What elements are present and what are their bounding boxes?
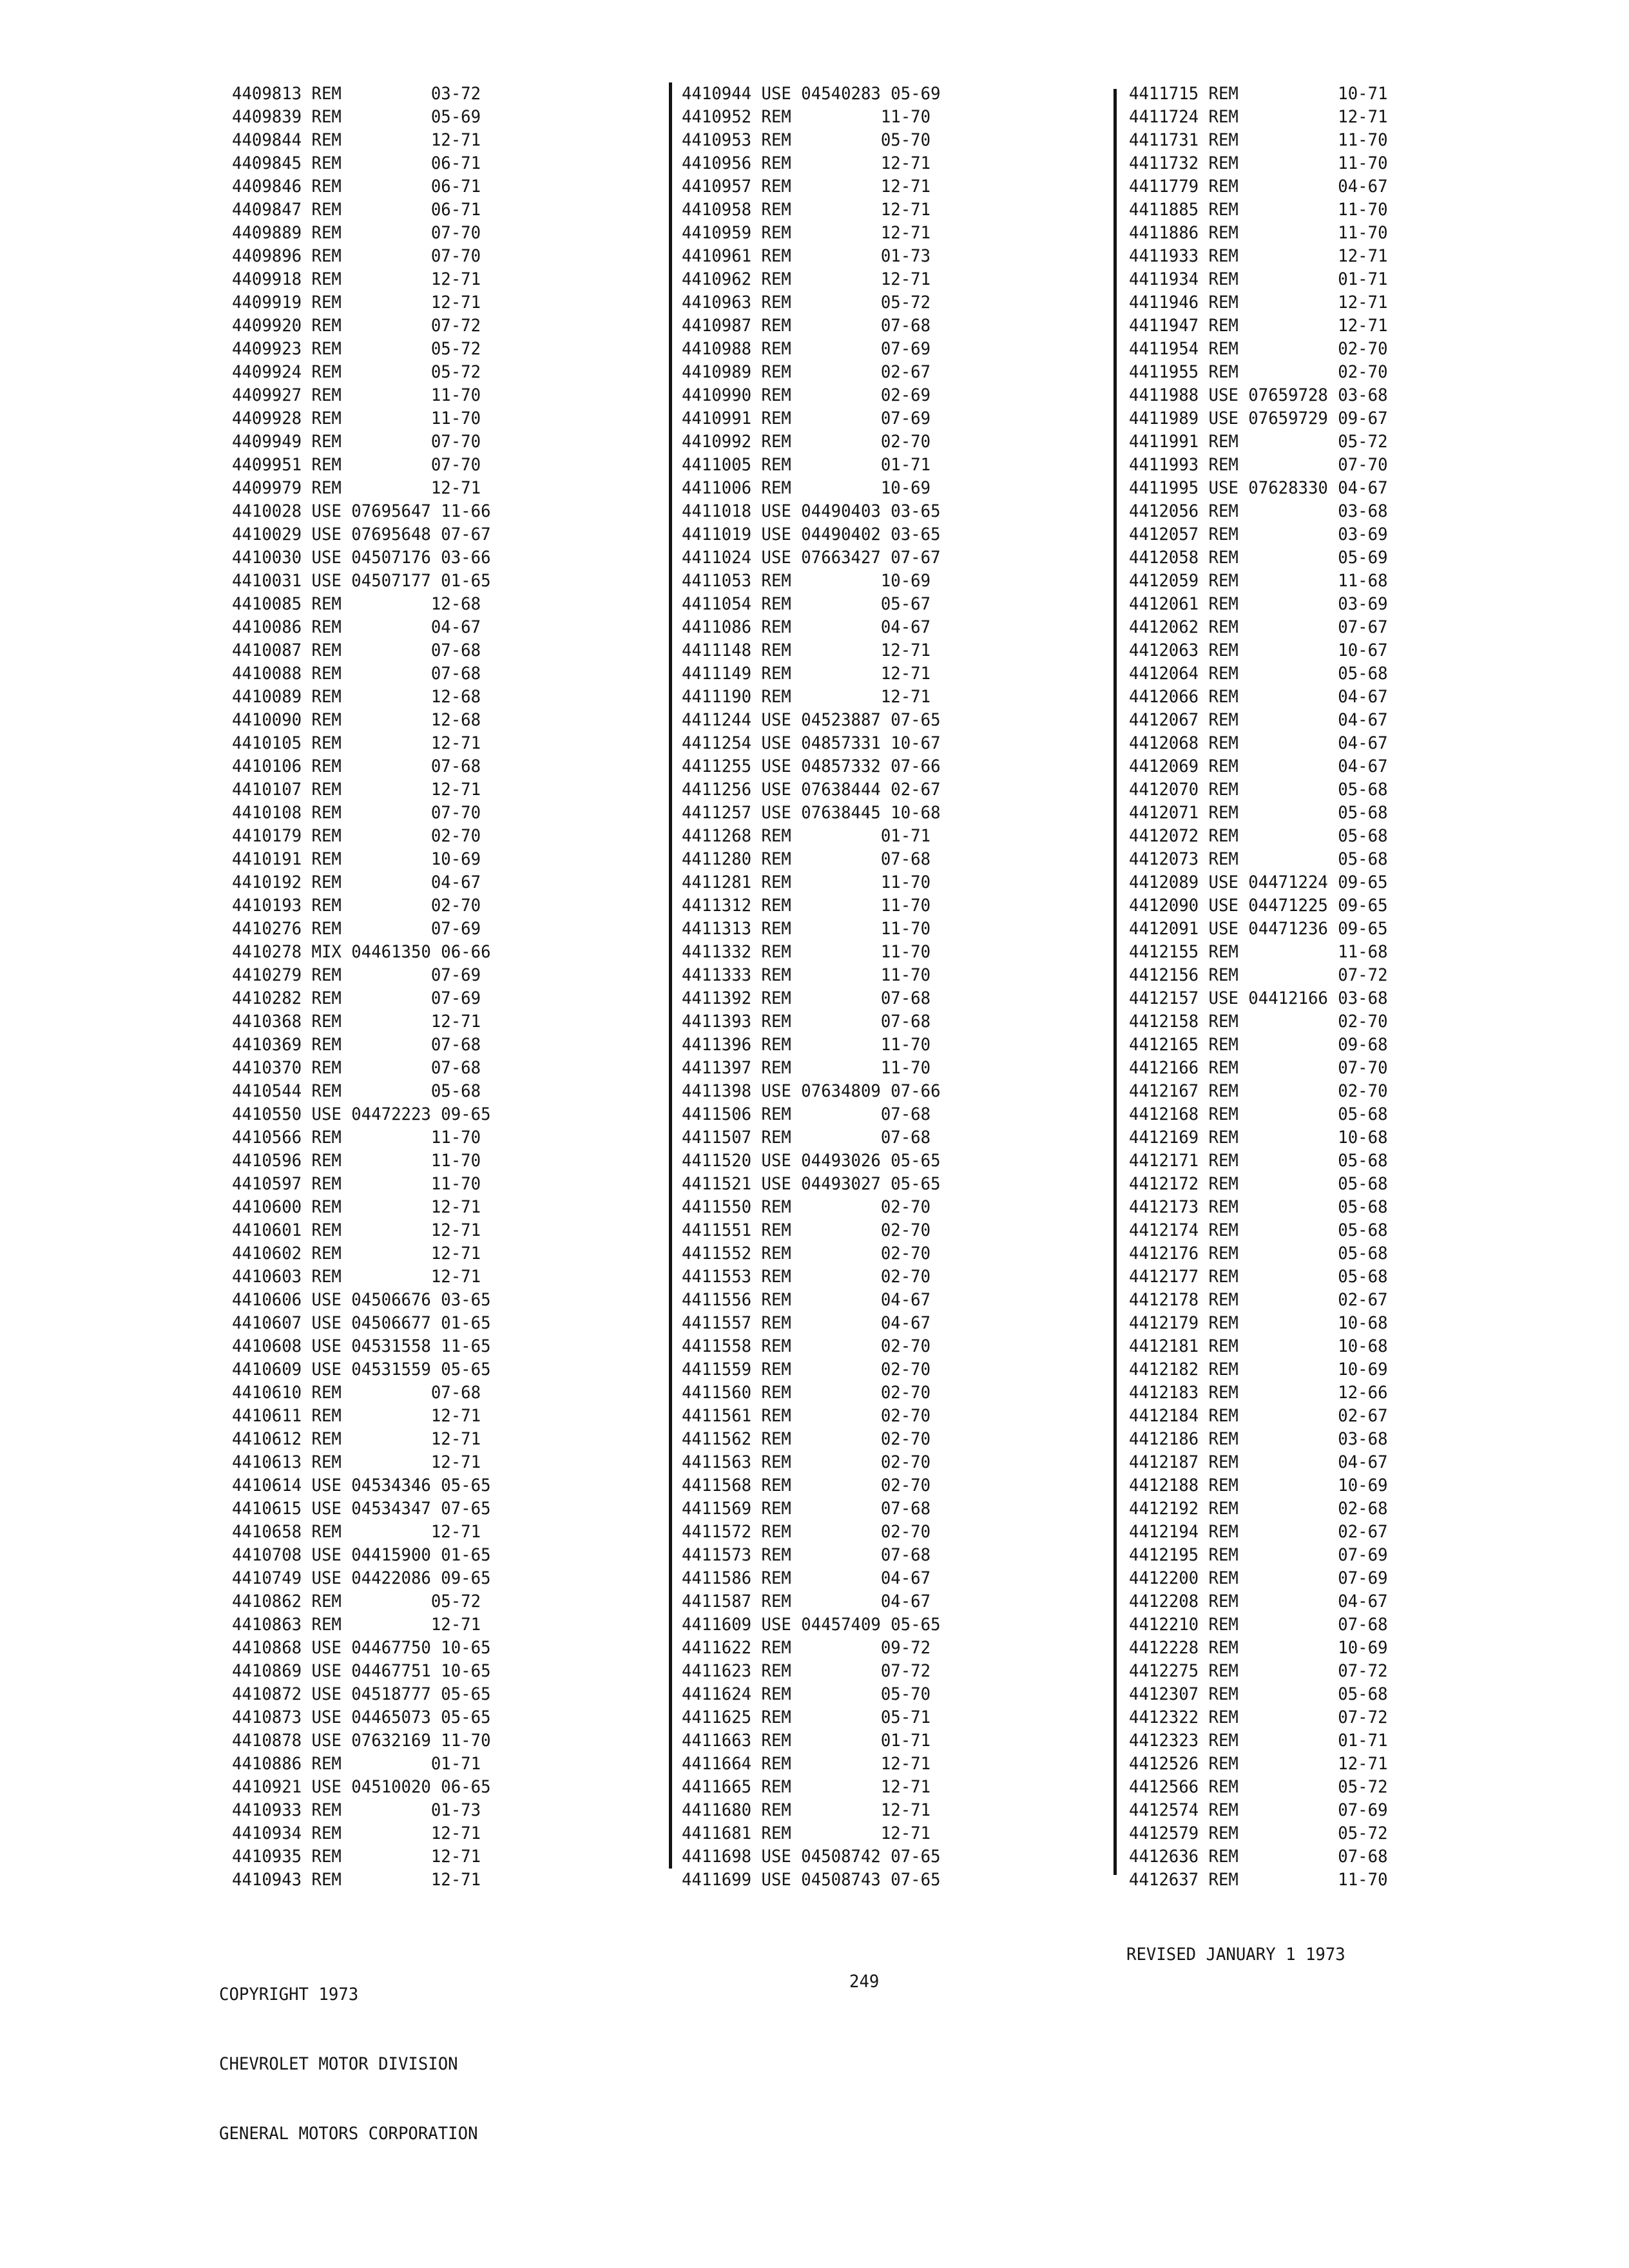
part-entry: 4411732 REM 11-70 (1129, 153, 1388, 173)
part-entry: 4410989 REM 02-67 (682, 362, 931, 382)
part-entry: 4411244 USE 04523887 07-65 (682, 710, 941, 730)
part-entry: 4412182 REM 10-69 (1129, 1360, 1388, 1379)
part-entry: 4412526 REM 12-71 (1129, 1754, 1388, 1774)
part-entry: 4411558 REM 02-70 (682, 1336, 931, 1356)
part-entry: 4410873 USE 04465073 05-65 (232, 1707, 491, 1727)
part-entry: 4410958 REM 12-71 (682, 200, 931, 220)
part-entry: 4410086 REM 04-67 (232, 617, 481, 637)
part-entry: 4410601 REM 12-71 (232, 1220, 481, 1240)
part-entry: 4412066 REM 04-67 (1129, 687, 1388, 707)
part-entry: 4412176 REM 05-68 (1129, 1244, 1388, 1264)
part-entry: 4409813 REM 03-72 (232, 84, 481, 104)
part-entry: 4410878 USE 07632169 11-70 (232, 1731, 491, 1751)
part-entry: 4411086 REM 04-67 (682, 617, 931, 637)
part-entry: 4410921 USE 04510020 06-65 (232, 1777, 491, 1797)
part-entry: 4411148 REM 12-71 (682, 640, 931, 660)
part-entry: 4410609 USE 04531559 05-65 (232, 1360, 491, 1379)
part-entry: 4410956 REM 12-71 (682, 153, 931, 173)
revised-date: REVISED JANUARY 1 1973 (1126, 1945, 1345, 1965)
part-entry: 4410192 REM 04-67 (232, 872, 481, 892)
part-entry: 4409889 REM 07-70 (232, 223, 481, 243)
part-entry: 4411560 REM 02-70 (682, 1383, 931, 1403)
part-entry: 4411724 REM 12-71 (1129, 107, 1388, 127)
part-entry: 4412579 REM 05-72 (1129, 1823, 1388, 1843)
part-entry: 4410088 REM 07-68 (232, 664, 481, 684)
part-entry: 4411573 REM 07-68 (682, 1545, 931, 1565)
part-entry: 4411623 REM 07-72 (682, 1661, 931, 1681)
part-entry: 4409919 REM 12-71 (232, 293, 481, 312)
part-entry: 4412091 USE 04471236 09-65 (1129, 919, 1388, 939)
part-entry: 4410957 REM 12-71 (682, 177, 931, 197)
part-entry: 4411586 REM 04-67 (682, 1568, 931, 1588)
part-entry: 4412186 REM 03-68 (1129, 1429, 1388, 1449)
part-entry: 4412158 REM 02-70 (1129, 1012, 1388, 1032)
part-entry: 4411506 REM 07-68 (682, 1104, 931, 1124)
part-entry: 4409896 REM 07-70 (232, 246, 481, 266)
column-divider-2 (1113, 89, 1117, 1875)
part-entry: 4412166 REM 07-70 (1129, 1058, 1388, 1078)
part-entry: 4410943 REM 12-71 (232, 1870, 481, 1890)
part-entry: 4412208 REM 04-67 (1129, 1591, 1388, 1611)
part-entry: 4410863 REM 12-71 (232, 1615, 481, 1635)
part-entry: 4412072 REM 05-68 (1129, 826, 1388, 846)
part-entry: 4409918 REM 12-71 (232, 269, 481, 289)
parts-column-2 (682, 82, 1055, 1892)
part-entry: 4412323 REM 01-71 (1129, 1731, 1388, 1751)
part-entry: 4411332 REM 11-70 (682, 942, 931, 962)
part-entry: 4410952 REM 11-70 (682, 107, 931, 127)
part-entry: 4412064 REM 05-68 (1129, 664, 1388, 684)
part-entry: 4412181 REM 10-68 (1129, 1336, 1388, 1356)
copyright-block (219, 1937, 478, 2169)
column-divider-1 (669, 82, 672, 1869)
part-entry: 4411946 REM 12-71 (1129, 293, 1388, 312)
part-entry: 4410029 USE 07695648 07-67 (232, 524, 491, 544)
part-entry: 4410868 USE 04467750 10-65 (232, 1638, 491, 1658)
part-entry: 4410603 REM 12-71 (232, 1267, 481, 1287)
copyright-line: COPYRIGHT 1973 (219, 1984, 359, 2004)
part-entry: 4412057 REM 03-69 (1129, 524, 1388, 544)
part-entry: 4410944 USE 04540283 05-69 (682, 84, 941, 104)
part-entry: 4411006 REM 10-69 (682, 478, 931, 498)
part-entry: 4411280 REM 07-68 (682, 849, 931, 869)
part-entry: 4410935 REM 12-71 (232, 1847, 481, 1867)
part-entry: 4411988 USE 07659728 03-68 (1129, 385, 1388, 405)
part-entry: 4412174 REM 05-68 (1129, 1220, 1388, 1240)
part-entry: 4411622 REM 09-72 (682, 1638, 931, 1658)
part-entry: 4410106 REM 07-68 (232, 756, 481, 776)
part-entry: 4410612 REM 12-71 (232, 1429, 481, 1449)
part-entry: 4412173 REM 05-68 (1129, 1197, 1388, 1217)
part-entry: 4412073 REM 05-68 (1129, 849, 1388, 869)
part-entry: 4412636 REM 07-68 (1129, 1847, 1388, 1867)
part-entry: 4412167 REM 02-70 (1129, 1081, 1388, 1101)
part-entry: 4412172 REM 05-68 (1129, 1174, 1388, 1194)
part-entry: 4411552 REM 02-70 (682, 1244, 931, 1264)
part-entry: 4412157 USE 04412166 03-68 (1129, 988, 1388, 1008)
part-entry: 4410991 REM 07-69 (682, 408, 931, 428)
part-entry: 4410992 REM 02-70 (682, 432, 931, 452)
part-entry: 4410368 REM 12-71 (232, 1012, 481, 1032)
part-entry: 4411255 USE 04857332 07-66 (682, 756, 941, 776)
part-entry: 4410607 USE 04506677 01-65 (232, 1313, 491, 1333)
part-entry: 4412275 REM 07-72 (1129, 1661, 1388, 1681)
part-entry: 4411393 REM 07-68 (682, 1012, 931, 1032)
part-entry: 4411568 REM 02-70 (682, 1475, 931, 1495)
part-entry: 4412069 REM 04-67 (1129, 756, 1388, 776)
part-entry: 4412165 REM 09-68 (1129, 1035, 1388, 1055)
part-entry: 4412090 USE 04471225 09-65 (1129, 896, 1388, 916)
part-entry: 4412068 REM 04-67 (1129, 733, 1388, 753)
part-entry: 4409845 REM 06-71 (232, 153, 481, 173)
part-entry: 4412071 REM 05-68 (1129, 803, 1388, 823)
part-entry: 4412062 REM 07-67 (1129, 617, 1388, 637)
part-entry: 4412200 REM 07-69 (1129, 1568, 1388, 1588)
part-entry: 4410278 MIX 04461350 06-66 (232, 942, 491, 962)
part-entry: 4411024 USE 07663427 07-67 (682, 548, 941, 568)
part-entry: 4411699 USE 04508743 07-65 (682, 1870, 941, 1890)
part-entry: 4412194 REM 02-67 (1129, 1522, 1388, 1542)
part-entry: 4412155 REM 11-68 (1129, 942, 1388, 962)
part-entry: 4412566 REM 05-72 (1129, 1777, 1388, 1797)
part-entry: 4411313 REM 11-70 (682, 919, 931, 939)
part-entry: 4410658 REM 12-71 (232, 1522, 481, 1542)
part-entry: 4411715 REM 10-71 (1129, 84, 1388, 104)
part-entry: 4411521 USE 04493027 05-65 (682, 1174, 941, 1194)
parts-column-1 (232, 82, 606, 1892)
parts-column-3 (1129, 82, 1503, 1892)
part-entry: 4412056 REM 03-68 (1129, 501, 1388, 521)
part-entry: 4411779 REM 04-67 (1129, 177, 1388, 197)
part-entry: 4410606 USE 04506676 03-65 (232, 1290, 491, 1310)
part-entry: 4412195 REM 07-69 (1129, 1545, 1388, 1565)
part-entry: 4412637 REM 11-70 (1129, 1870, 1388, 1890)
part-entry: 4411397 REM 11-70 (682, 1058, 931, 1078)
part-entry: 4411018 USE 04490403 03-65 (682, 501, 941, 521)
part-entry: 4411572 REM 02-70 (682, 1522, 931, 1542)
part-entry: 4411561 REM 02-70 (682, 1406, 931, 1426)
part-entry: 4410615 USE 04534347 07-65 (232, 1499, 491, 1519)
part-entry: 4411149 REM 12-71 (682, 664, 931, 684)
part-entry: 4412089 USE 04471224 09-65 (1129, 872, 1388, 892)
part-entry: 4409839 REM 05-69 (232, 107, 481, 127)
part-entry: 4409847 REM 06-71 (232, 200, 481, 220)
part-entry: 4411954 REM 02-70 (1129, 339, 1388, 359)
part-entry: 4410886 REM 01-71 (232, 1754, 481, 1774)
part-entry: 4411281 REM 11-70 (682, 872, 931, 892)
part-entry: 4410596 REM 11-70 (232, 1151, 481, 1171)
part-entry: 4410370 REM 07-68 (232, 1058, 481, 1078)
part-entry: 4411991 REM 05-72 (1129, 432, 1388, 452)
part-entry: 4410085 REM 12-68 (232, 594, 481, 614)
part-entry: 4410107 REM 12-71 (232, 780, 481, 800)
part-entry: 4409844 REM 12-71 (232, 130, 481, 150)
part-entry: 4411993 REM 07-70 (1129, 455, 1388, 475)
part-entry: 4410933 REM 01-73 (232, 1800, 481, 1820)
part-entry: 4410279 REM 07-69 (232, 965, 481, 985)
part-entry: 4411663 REM 01-71 (682, 1731, 931, 1751)
part-entry: 4411553 REM 02-70 (682, 1267, 931, 1287)
part-entry: 4412183 REM 12-66 (1129, 1383, 1388, 1403)
part-entry: 4411257 USE 07638445 10-68 (682, 803, 941, 823)
part-entry: 4410869 USE 04467751 10-65 (232, 1661, 491, 1681)
part-entry: 4410090 REM 12-68 (232, 710, 481, 730)
part-entry: 4410610 REM 07-68 (232, 1383, 481, 1403)
part-entry: 4412210 REM 07-68 (1129, 1615, 1388, 1635)
part-entry: 4410987 REM 07-68 (682, 316, 931, 336)
part-entry: 4411886 REM 11-70 (1129, 223, 1388, 243)
part-entry: 4412192 REM 02-68 (1129, 1499, 1388, 1519)
part-entry: 4411681 REM 12-71 (682, 1823, 931, 1843)
part-entry: 4410597 REM 11-70 (232, 1174, 481, 1194)
part-entry: 4411698 USE 04508742 07-65 (682, 1847, 941, 1867)
part-entry: 4409924 REM 05-72 (232, 362, 481, 382)
part-entry: 4412063 REM 10-67 (1129, 640, 1388, 660)
part-entry: 4411254 USE 04857331 10-67 (682, 733, 941, 753)
part-entry: 4411550 REM 02-70 (682, 1197, 931, 1217)
part-entry: 4409846 REM 06-71 (232, 177, 481, 197)
part-entry: 4410934 REM 12-71 (232, 1823, 481, 1843)
part-entry: 4410193 REM 02-70 (232, 896, 481, 916)
part-entry: 4412307 REM 05-68 (1129, 1684, 1388, 1704)
part-entry: 4412188 REM 10-69 (1129, 1475, 1388, 1495)
part-entry: 4411624 REM 05-70 (682, 1684, 931, 1704)
part-entry: 4410602 REM 12-71 (232, 1244, 481, 1264)
part-entry: 4410611 REM 12-71 (232, 1406, 481, 1426)
copyright-line: GENERAL MOTORS CORPORATION (219, 2124, 478, 2144)
part-entry: 4411665 REM 12-71 (682, 1777, 931, 1797)
part-entry: 4410030 USE 04507176 03-66 (232, 548, 491, 568)
part-entry: 4412322 REM 07-72 (1129, 1707, 1388, 1727)
part-entry: 4412228 REM 10-69 (1129, 1638, 1388, 1658)
part-entry: 4409949 REM 07-70 (232, 432, 481, 452)
part-entry: 4411312 REM 11-70 (682, 896, 931, 916)
part-entry: 4410961 REM 01-73 (682, 246, 931, 266)
part-entry: 4410191 REM 10-69 (232, 849, 481, 869)
part-entry: 4411053 REM 10-69 (682, 571, 931, 591)
part-entry: 4410608 USE 04531558 11-65 (232, 1336, 491, 1356)
part-entry: 4411587 REM 04-67 (682, 1591, 931, 1611)
part-entry: 4412058 REM 05-69 (1129, 548, 1388, 568)
part-entry: 4411507 REM 07-68 (682, 1128, 931, 1148)
part-entry: 4411995 USE 07628330 04-67 (1129, 478, 1388, 498)
part-entry: 4412177 REM 05-68 (1129, 1267, 1388, 1287)
part-entry: 4412184 REM 02-67 (1129, 1406, 1388, 1426)
part-entry: 4411680 REM 12-71 (682, 1800, 931, 1820)
part-entry: 4410614 USE 04534346 05-65 (232, 1475, 491, 1495)
part-entry: 4409979 REM 12-71 (232, 478, 481, 498)
part-entry: 4411664 REM 12-71 (682, 1754, 931, 1774)
part-entry: 4411398 USE 07634809 07-66 (682, 1081, 941, 1101)
part-entry: 4410108 REM 07-70 (232, 803, 481, 823)
part-entry: 4411609 USE 04457409 05-65 (682, 1615, 941, 1635)
part-entry: 4411625 REM 05-71 (682, 1707, 931, 1727)
part-entry: 4409923 REM 05-72 (232, 339, 481, 359)
part-entry: 4411054 REM 05-67 (682, 594, 931, 614)
part-entry: 4411934 REM 01-71 (1129, 269, 1388, 289)
part-entry: 4412178 REM 02-67 (1129, 1290, 1388, 1310)
part-entry: 4411520 USE 04493026 05-65 (682, 1151, 941, 1171)
part-entry: 4411731 REM 11-70 (1129, 130, 1388, 150)
copyright-line: CHEVROLET MOTOR DIVISION (219, 2054, 458, 2074)
part-entry: 4409928 REM 11-70 (232, 408, 481, 428)
part-entry: 4410028 USE 07695647 11-66 (232, 501, 491, 521)
part-entry: 4411268 REM 01-71 (682, 826, 931, 846)
part-entry: 4412156 REM 07-72 (1129, 965, 1388, 985)
part-entry: 4411955 REM 02-70 (1129, 362, 1388, 382)
part-entry: 4411556 REM 04-67 (682, 1290, 931, 1310)
part-entry: 4412171 REM 05-68 (1129, 1151, 1388, 1171)
part-entry: 4410959 REM 12-71 (682, 223, 931, 243)
part-entry: 4411551 REM 02-70 (682, 1220, 931, 1240)
part-entry: 4409920 REM 07-72 (232, 316, 481, 336)
part-entry: 4411559 REM 02-70 (682, 1360, 931, 1379)
part-entry: 4411557 REM 04-67 (682, 1313, 931, 1333)
part-entry: 4412059 REM 11-68 (1129, 571, 1388, 591)
part-entry: 4409927 REM 11-70 (232, 385, 481, 405)
part-entry: 4411392 REM 07-68 (682, 988, 931, 1008)
page-number: 249 (849, 1972, 880, 1992)
part-entry: 4412070 REM 05-68 (1129, 780, 1388, 800)
part-entry: 4412061 REM 03-69 (1129, 594, 1388, 614)
part-entry: 4412169 REM 10-68 (1129, 1128, 1388, 1148)
part-entry: 4411333 REM 11-70 (682, 965, 931, 985)
part-entry: 4411396 REM 11-70 (682, 1035, 931, 1055)
part-entry: 4412574 REM 07-69 (1129, 1800, 1388, 1820)
part-entry: 4410749 USE 04422086 09-65 (232, 1568, 491, 1588)
part-entry: 4412067 REM 04-67 (1129, 710, 1388, 730)
part-entry: 4410990 REM 02-69 (682, 385, 931, 405)
part-entry: 4410862 REM 05-72 (232, 1591, 481, 1611)
part-entry: 4411947 REM 12-71 (1129, 316, 1388, 336)
part-entry: 4412168 REM 05-68 (1129, 1104, 1388, 1124)
part-entry: 4410613 REM 12-71 (232, 1452, 481, 1472)
part-entry: 4410089 REM 12-68 (232, 687, 481, 707)
part-entry: 4411569 REM 07-68 (682, 1499, 931, 1519)
part-entry: 4411005 REM 01-71 (682, 455, 931, 475)
part-entry: 4410544 REM 05-68 (232, 1081, 481, 1101)
part-entry: 4410369 REM 07-68 (232, 1035, 481, 1055)
part-entry: 4410550 USE 04472223 09-65 (232, 1104, 491, 1124)
part-entry: 4410988 REM 07-69 (682, 339, 931, 359)
part-entry: 4410087 REM 07-68 (232, 640, 481, 660)
part-entry: 4410600 REM 12-71 (232, 1197, 481, 1217)
part-entry: 4411563 REM 02-70 (682, 1452, 931, 1472)
part-entry: 4410282 REM 07-69 (232, 988, 481, 1008)
part-entry: 4411933 REM 12-71 (1129, 246, 1388, 266)
part-entry: 4411190 REM 12-71 (682, 687, 931, 707)
part-entry: 4411885 REM 11-70 (1129, 200, 1388, 220)
part-entry: 4410031 USE 04507177 01-65 (232, 571, 491, 591)
part-entry: 4410179 REM 02-70 (232, 826, 481, 846)
part-entry: 4410963 REM 05-72 (682, 293, 931, 312)
part-entry: 4411019 USE 04490402 03-65 (682, 524, 941, 544)
part-entry: 4410962 REM 12-71 (682, 269, 931, 289)
part-entry: 4410566 REM 11-70 (232, 1128, 481, 1148)
part-entry: 4412187 REM 04-67 (1129, 1452, 1388, 1472)
part-entry: 4410105 REM 12-71 (232, 733, 481, 753)
part-entry: 4410708 USE 04415900 01-65 (232, 1545, 491, 1565)
part-entry: 4410276 REM 07-69 (232, 919, 481, 939)
part-entry: 4409951 REM 07-70 (232, 455, 481, 475)
part-entry: 4411989 USE 07659729 09-67 (1129, 408, 1388, 428)
part-entry: 4411562 REM 02-70 (682, 1429, 931, 1449)
part-entry: 4410872 USE 04518777 05-65 (232, 1684, 491, 1704)
part-entry: 4410953 REM 05-70 (682, 130, 931, 150)
part-entry: 4412179 REM 10-68 (1129, 1313, 1388, 1333)
part-entry: 4411256 USE 07638444 02-67 (682, 780, 941, 800)
